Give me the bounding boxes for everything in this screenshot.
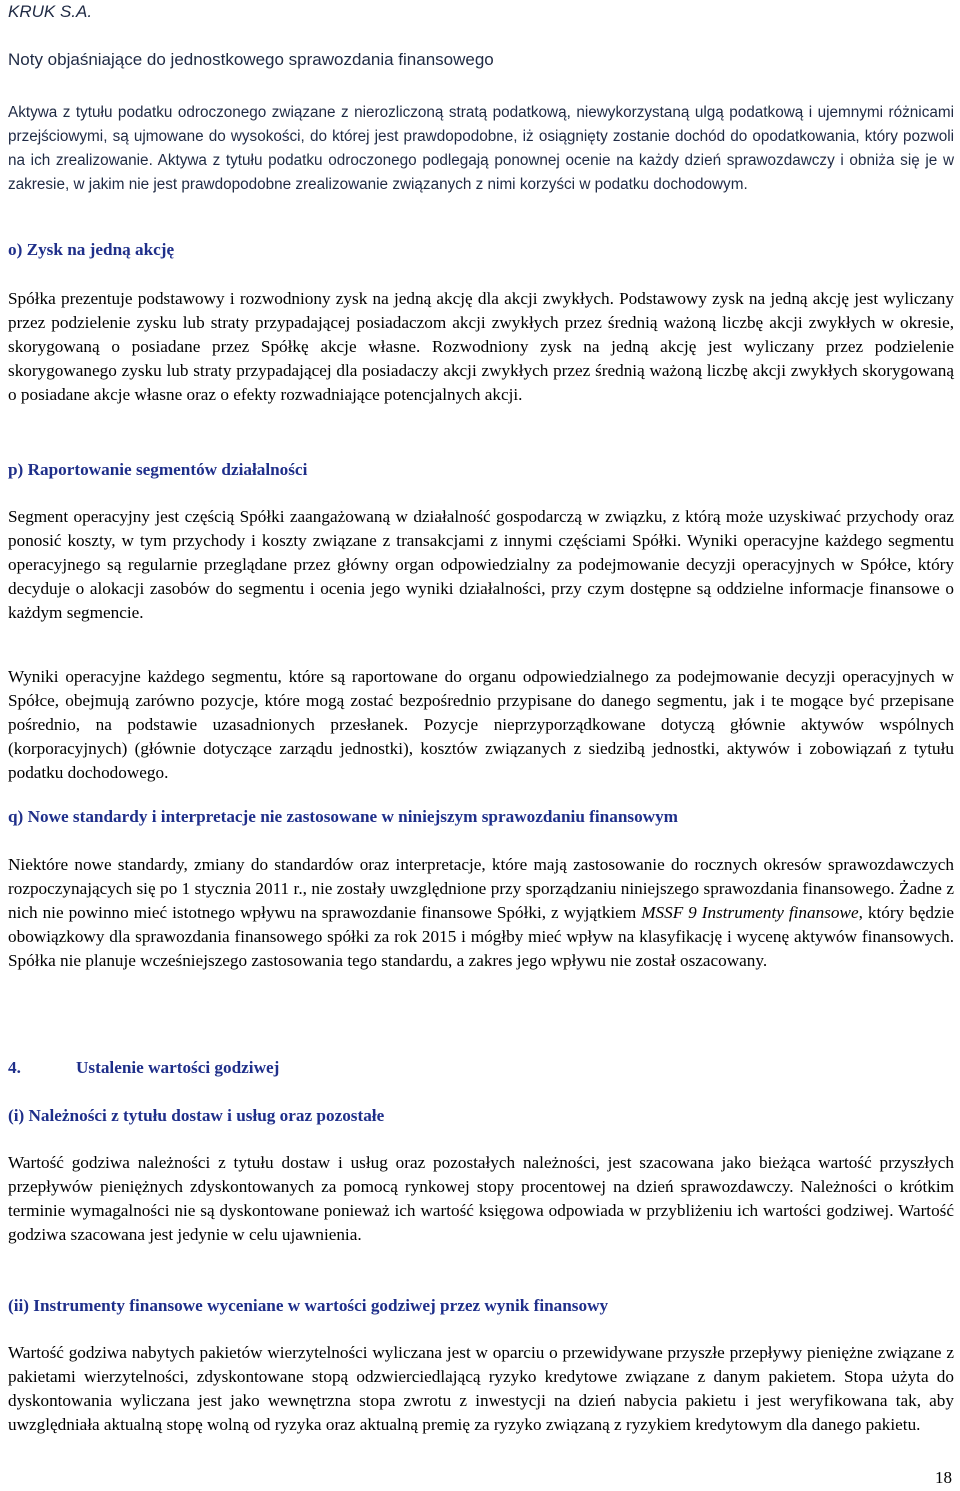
section-p-paragraph-2: Wyniki operacyjne każdego segmentu, które są raportowane do organu odpowiedzialnego za podejmowanie decyzji operacyjnych w Spółce, obejmują zarówno pozycje, które mogą zostać bezpośrednio przypisane do danego segmentu, jak i te mogące być przepisane pośrednio, na podstawie uzasadnionych przesłanek. Pozycje nieprzyporządkowane dotyczą głównie aktywów wspólnych (korporacyjnych) (głównie dotyczące zarządu jednostki), kosztów związanych z siedzibą jednostki, aktywów i zobowiązań z tytułu podatku dochodowego. [8, 667, 954, 782]
section-q-heading: q) Nowe standardy i interpretacje nie zastosowane w niniejszym sprawozdaniu finansowym [8, 807, 678, 826]
section-q-paragraph [8, 853, 954, 973]
section-p-heading: p) Raportowanie segmentów działalności [8, 460, 308, 479]
section-i-heading: (i) Należności z tytułu dostaw i usług oraz pozostałe [8, 1106, 385, 1125]
company-name: KRUK S.A. [8, 2, 93, 21]
section-q-standard-name: MSSF 9 Instrumenty finansowe [641, 902, 859, 922]
document-subtitle: Noty objaśniające do jednostkowego sprawozdania finansowego [8, 50, 494, 69]
section-ii-paragraph: Wartość godziwa nabytych pakietów wierzytelności wyliczana jest w oparciu o przewidywane przyszłe przepływy pieniężne związane z pakietami wierzytelności, zdyskontowane stopą odzwierciedlającą ryzyko kredytowe związane z danym pakietem. Stopa użyta do dyskontowania wyliczana jest jako wewnętrzna stopa zwrotu z inwestycji na dzień nabycia pakietu i jest weryfikowana tak, aby uwzględniała aktualną stopę wolną od ryzyka oraz aktualną premię za ryzyko związaną z ryzykiem kredytowym dla danego pakietu. [8, 1343, 954, 1434]
intro-paragraph: Aktywa z tytułu podatku odroczonego związane z nierozliczoną stratą podatkową, niewykorzystaną ulgą podatkową i ujemnymi różnicami przejściowymi, są ujmowane do wysokości, do której jest prawdopodobne, iż osiągnięty zostanie dochód do opodatkowania, który pozwoli na ich zrealizowanie. Aktywa z tytułu podatku odroczonego podlegają ponownej ocenie na każdy dzień sprawozdawczy i obniża się je w zakresie, w jakim nie jest prawdopodobne zrealizowanie związanych z nimi korzyści w podatku dochodowym. [8, 104, 954, 193]
section-o-paragraph: Spółka prezentuje podstawowy i rozwodniony zysk na jedną akcję dla akcji zwykłych. Podstawowy zysk na jedną akcję jest wyliczany przez podzielenie zysku lub straty przypadającej posiadaczom akcji zwykłych przez średnią ważoną liczbę akcji zwykłych w okresie, skorygowaną o posiadane przez Spółkę akcje własne. Rozwodniony zysk na jedną akcję jest wyliczany przez podzielenie skorygowanego zysku lub straty przypadającej dla posiadaczy akcji zwykłych przez średnią ważoną liczbę akcji zwykłych skorygowaną o posiadane akcje własne oraz o efekty rozwadniające potencjalnych akcji. [8, 289, 954, 404]
section-4-heading [8, 1057, 279, 1079]
section-i-paragraph: Wartość godziwa należności z tytułu dostaw i usług oraz pozostałych należności, jest szacowana jako bieżąca wartość przyszłych przepływów pieniężnych zdyskontowanych za pomocą rynkowej stopy procentowej na dzień sprawozdawczy. Należności o krótkim terminie wymagalności nie są dyskontowane ponieważ ich wartość księgowa odpowiada w przybliżeniu ich wartości godziwej. Wartość godziwa szacowana jest jedynie w celu ujawnienia. [8, 1153, 954, 1244]
section-4-title: Ustalenie wartości godziwej [76, 1058, 280, 1077]
page-number: 18 [935, 1468, 952, 1487]
section-o-heading: o) Zysk na jedną akcję [8, 240, 175, 259]
section-4-number: 4. [8, 1058, 21, 1077]
section-q-text-a: Niektóre nowe standardy, zmiany do standardów oraz interpretacje, które mają zastosowanie do rocznych okresów sprawozdawczych rozpoczynających się po 1 stycznia 2011 r., nie zostały uwzględnione przy sporządzaniu niniejszego sprawozdania finansowego. Żadne z nich nie powinno mieć istotnego wpływu na sprawozdanie finansowe Spółki, z wyjątkiem [8, 855, 954, 922]
section-ii-heading: (ii) Instrumenty finansowe wyceniane w wartości godziwej przez wynik finansowy [8, 1296, 609, 1315]
section-q-text-b: , który będzie obowiązkowy dla sprawozdania finansowego spółki za rok 2015 i mógłby mieć wpływ na klasyfikację i wycenę aktywów finansowych. Spółka nie planuje wcześniejszego zastosowania tego standardu, a zakres jego wpływu nie został oszacowany. [8, 902, 954, 970]
section-p-paragraph-1: Segment operacyjny jest częścią Spółki zaangażowaną w działalność gospodarczą w związku, z którą może uzyskiwać przychody oraz ponosić koszty, w tym przychody i koszty związane z transakcjami z innymi częściami Spółki. Wyniki operacyjne każdego segmentu operacyjnego są regularnie przeglądane przez główny organ odpowiedzialny za podejmowanie decyzji operacyjnych w Spółce, który decyduje o alokacji zasobów do segmentu i ocenia jego wyniki działalności, przy czym dostępne są oddzielne informacje finansowe o każdym segmencie. [8, 507, 954, 622]
